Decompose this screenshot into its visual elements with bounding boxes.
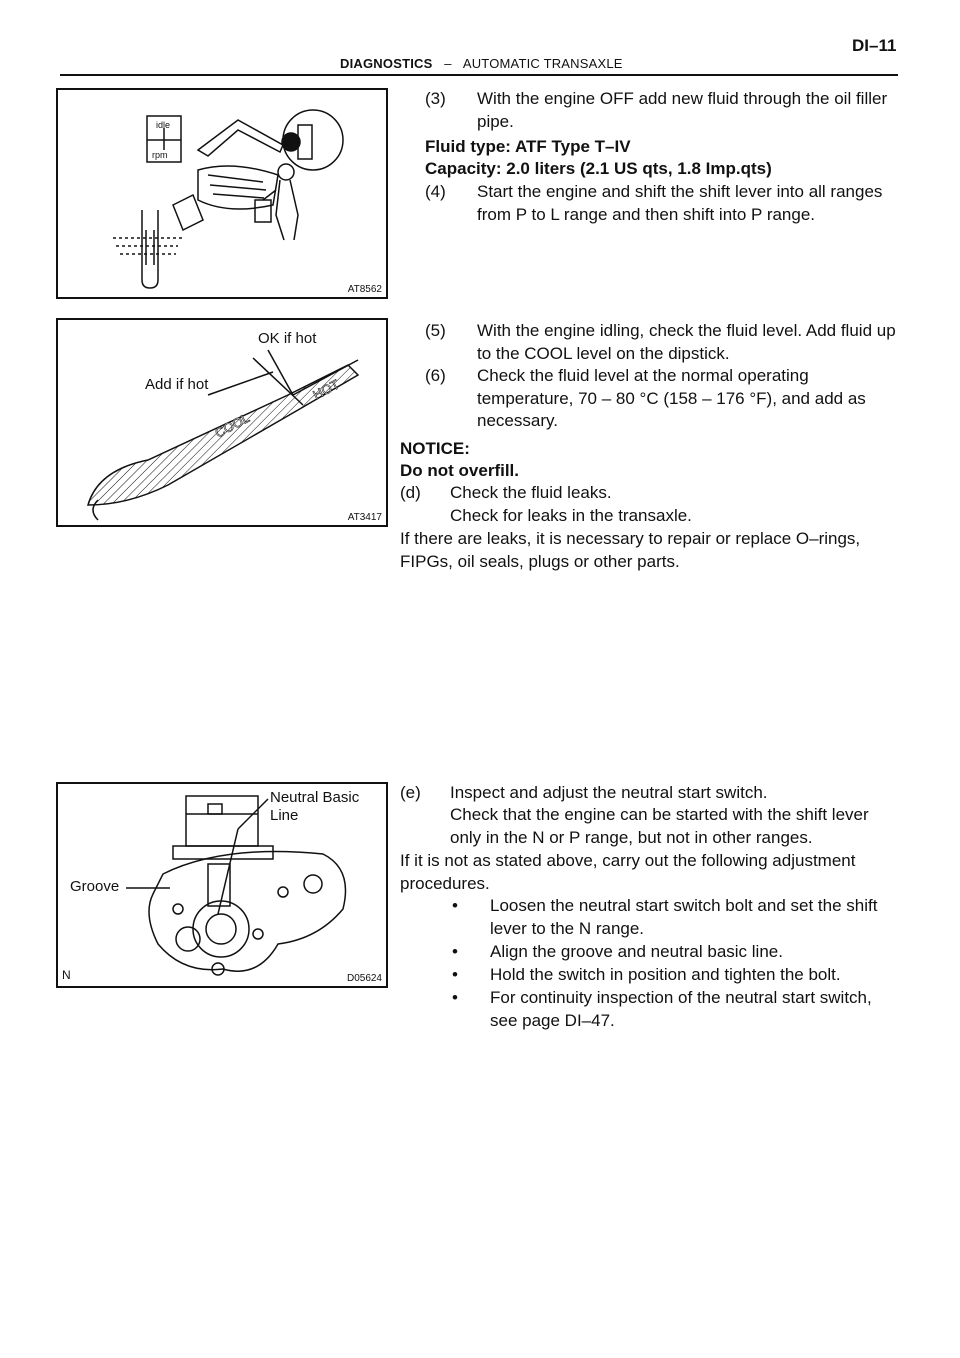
notice-title: NOTICE: <box>400 439 470 458</box>
dipstick-illustration <box>58 320 386 525</box>
figure-fluid-refill <box>56 88 388 299</box>
step-6 <box>425 365 905 435</box>
figure-code: AT8562 <box>347 284 382 295</box>
step-number: (5) <box>425 321 446 340</box>
header-rule <box>60 74 898 76</box>
gauge-idle-label: idle <box>156 120 171 130</box>
list-item <box>452 941 897 964</box>
page-number: DI–11 <box>852 36 897 55</box>
step-text: With the engine OFF add new fluid through the oil filler pipe. <box>477 89 888 131</box>
add-if-hot-pointer <box>208 372 273 395</box>
step-5 <box>425 320 905 368</box>
capacity-spec: Capacity: 2.0 liters (2.1 US qts, 1.8 Imp.qts) <box>425 159 772 178</box>
step-4 <box>425 181 905 229</box>
groove-label: Groove <box>70 878 120 895</box>
figure-neutral-switch <box>56 782 388 988</box>
bullet-glyph: • <box>452 988 458 1007</box>
dipstick-tube-icon <box>142 210 158 288</box>
step-number: (e) <box>400 783 421 802</box>
page-header <box>340 56 623 71</box>
step-number: (d) <box>400 483 421 502</box>
figure-dipstick <box>56 318 388 527</box>
step-e <box>400 782 900 806</box>
step-number: (4) <box>425 182 446 201</box>
ok-if-hot-label: OK if hot <box>258 330 317 347</box>
step-number: (6) <box>425 366 446 385</box>
step-text: With the engine idling, check the fluid level. Add fluid up to the COOL level on the dipstick. <box>477 321 896 363</box>
bullet-glyph: • <box>452 942 458 961</box>
gauge-rpm-label: rpm <box>152 150 168 160</box>
step-text: Inspect and adjust the neutral start switch. <box>450 783 768 802</box>
neutral-basic-line-label: Neutral Basic Line <box>270 789 360 824</box>
fluid-type-spec: Fluid type: ATF Type T–IV <box>425 137 631 156</box>
switch-lever <box>208 864 230 906</box>
step-text: Check the fluid level at the normal operating temperature, 70 – 80 °C (158 – 176 °F), and add as necessary. <box>477 366 866 430</box>
step-e-paragraph: If it is not as stated above, carry out the following adjustment procedures. <box>400 851 856 893</box>
add-if-hot-label: Add if hot <box>145 376 209 393</box>
switch-body <box>149 852 346 972</box>
figure-code: D05624 <box>346 973 382 984</box>
n-range-label: N <box>62 968 71 982</box>
mount-bolt <box>304 875 322 893</box>
car-hood-icon <box>198 120 283 156</box>
notice-text: Do not overfill. <box>400 461 519 480</box>
step-3 <box>425 88 905 136</box>
header-subsection: AUTOMATIC TRANSAXLE <box>462 56 623 71</box>
header-section: DIAGNOSTICS <box>340 56 433 71</box>
step-e-sub: Check that the engine can be started with the shift lever only in the N or P range, but not in other ranges. <box>450 805 869 847</box>
list-item <box>452 987 897 1033</box>
hot-mark: HOT <box>310 376 342 403</box>
header-dash: – <box>444 56 452 71</box>
bullet-glyph: • <box>452 965 458 984</box>
step-text: Start the engine and shift the shift lever into all ranges from P to L range and then shift into P range. <box>477 182 883 224</box>
step-text: Check the fluid leaks. <box>450 483 612 502</box>
cool-mark: COOL <box>212 410 252 441</box>
step-number: (3) <box>425 89 446 108</box>
step-d-sub: Check for leaks in the transaxle. <box>450 506 692 525</box>
refill-illustration <box>58 90 386 297</box>
bullet-text: Hold the switch in position and tighten the bolt. <box>490 965 841 984</box>
list-item <box>452 964 897 987</box>
figure-code: AT3417 <box>347 512 382 523</box>
bullet-text: For continuity inspection of the neutral start switch, see page DI–47. <box>490 988 872 1030</box>
switch-shaft <box>193 901 249 957</box>
bullet-text: Align the groove and neutral basic line. <box>490 942 783 961</box>
bullet-text: Loosen the neutral start switch bolt and set the shift lever to the N range. <box>490 896 878 938</box>
step-d <box>400 482 900 506</box>
step-d-paragraph: If there are leaks, it is necessary to repair or replace O–rings, FIPGs, oil seals, plugs or other parts. <box>400 529 861 571</box>
list-item <box>452 895 897 941</box>
mechanic-icon <box>278 164 294 180</box>
bullet-glyph: • <box>452 896 458 915</box>
